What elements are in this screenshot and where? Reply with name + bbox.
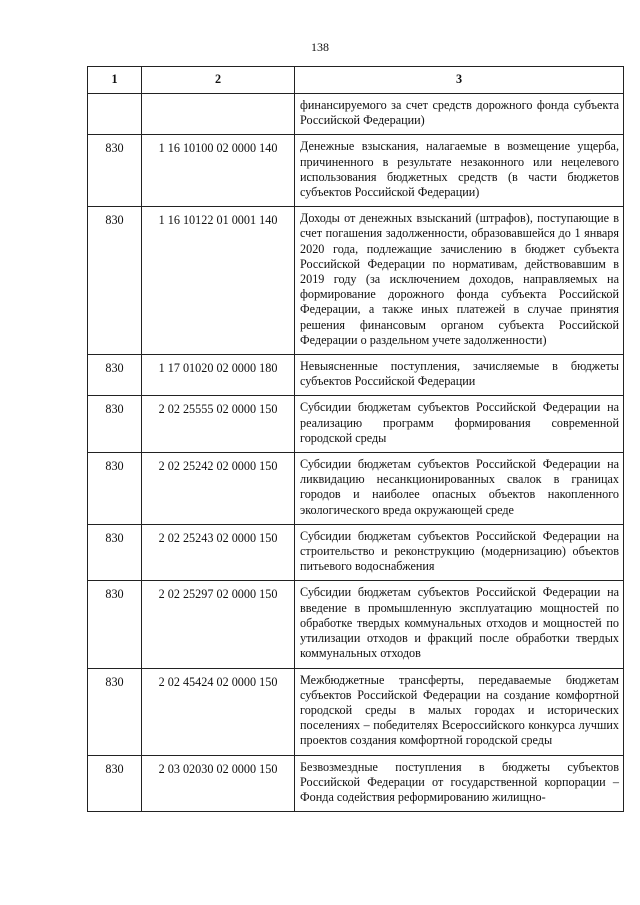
- revenue-code-cell: 2 02 25297 02 0000 150: [142, 581, 295, 668]
- admin-code-cell: [88, 94, 142, 135]
- table-row: [88, 524, 624, 581]
- admin-code-cell: 830: [88, 524, 142, 581]
- admin-code-cell: 830: [88, 135, 142, 207]
- admin-code-cell: 830: [88, 668, 142, 755]
- description-cell: Субсидии бюджетам субъектов Российской Федерации на ликвидацию несанкционированных свалок в границах городов и наиболее опасных объектов накопленного экологического вреда окружающей среде: [295, 453, 624, 525]
- table-row: [88, 396, 624, 453]
- table-row: [88, 453, 624, 525]
- revenue-codes-table: [87, 66, 624, 812]
- description-cell: Межбюджетные трансферты, передаваемые бюджетам субъектов Российской Федерации на создание комфортной городской среды в малых городах и исторических поселениях – победителях Всероссийского конкурса лучших проектов создания комфортной городской среды: [295, 668, 624, 755]
- revenue-code-cell: 1 16 10100 02 0000 140: [142, 135, 295, 207]
- admin-code-cell: 830: [88, 396, 142, 453]
- description-cell: финансируемого за счет средств дорожного фонда субъекта Российской Федерации): [295, 94, 624, 135]
- description-cell: Субсидии бюджетам субъектов Российской Федерации на реализацию программ формирования современной городской среды: [295, 396, 624, 453]
- table-row: [88, 581, 624, 668]
- column-header-2: 2: [142, 67, 295, 94]
- description-cell: Безвозмездные поступления в бюджеты субъектов Российской Федерации от государственной корпорации – Фонда содействия реформированию жилищно-: [295, 755, 624, 812]
- table-header-row: [88, 67, 624, 94]
- table-row: [88, 135, 624, 207]
- revenue-code-cell: [142, 94, 295, 135]
- column-header-1: 1: [88, 67, 142, 94]
- table-row: [88, 755, 624, 812]
- revenue-code-cell: 2 02 25242 02 0000 150: [142, 453, 295, 525]
- revenue-code-cell: 1 16 10122 01 0001 140: [142, 207, 295, 355]
- table-row: [88, 94, 624, 135]
- admin-code-cell: 830: [88, 581, 142, 668]
- admin-code-cell: 830: [88, 755, 142, 812]
- admin-code-cell: 830: [88, 207, 142, 355]
- table-row: [88, 207, 624, 355]
- revenue-code-cell: 2 02 45424 02 0000 150: [142, 668, 295, 755]
- table-row: [88, 355, 624, 396]
- table-row: [88, 668, 624, 755]
- page-number: 138: [311, 40, 329, 54]
- description-cell: Субсидии бюджетам субъектов Российской Федерации на строительство и реконструкцию (модернизацию) объектов питьевого водоснабжения: [295, 524, 624, 581]
- admin-code-cell: 830: [88, 453, 142, 525]
- revenue-code-cell: 2 03 02030 02 0000 150: [142, 755, 295, 812]
- revenue-code-cell: 2 02 25555 02 0000 150: [142, 396, 295, 453]
- description-cell: Субсидии бюджетам субъектов Российской Федерации на введение в промышленную эксплуатацию мощностей по обработке твердых коммунальных отходов и мощностей по утилизации отходов и фракций после обработки твердых коммунальных отходов: [295, 581, 624, 668]
- description-cell: Денежные взыскания, налагаемые в возмещение ущерба, причиненного в результате незаконного или нецелевого использования бюджетных средств (в части бюджетов субъектов Российской Федерации): [295, 135, 624, 207]
- revenue-code-cell: 2 02 25243 02 0000 150: [142, 524, 295, 581]
- admin-code-cell: 830: [88, 355, 142, 396]
- description-cell: Невыясненные поступления, зачисляемые в бюджеты субъектов Российской Федерации: [295, 355, 624, 396]
- revenue-code-cell: 1 17 01020 02 0000 180: [142, 355, 295, 396]
- description-cell: Доходы от денежных взысканий (штрафов), поступающие в счет погашения задолженности, образовавшейся до 1 января 2020 года, подлежащие зачислению в бюджет субъекта Российской Федерации по нормативам, действовавшим в 2019 году (за исключением доходов, направляемых на формирование дорожного фонда субъекта Российской Федерации, а также иных платежей в случае принятия решения финансовым органом субъекта Российской Федерации о раздельном учете задолженности): [295, 207, 624, 355]
- column-header-3: 3: [295, 67, 624, 94]
